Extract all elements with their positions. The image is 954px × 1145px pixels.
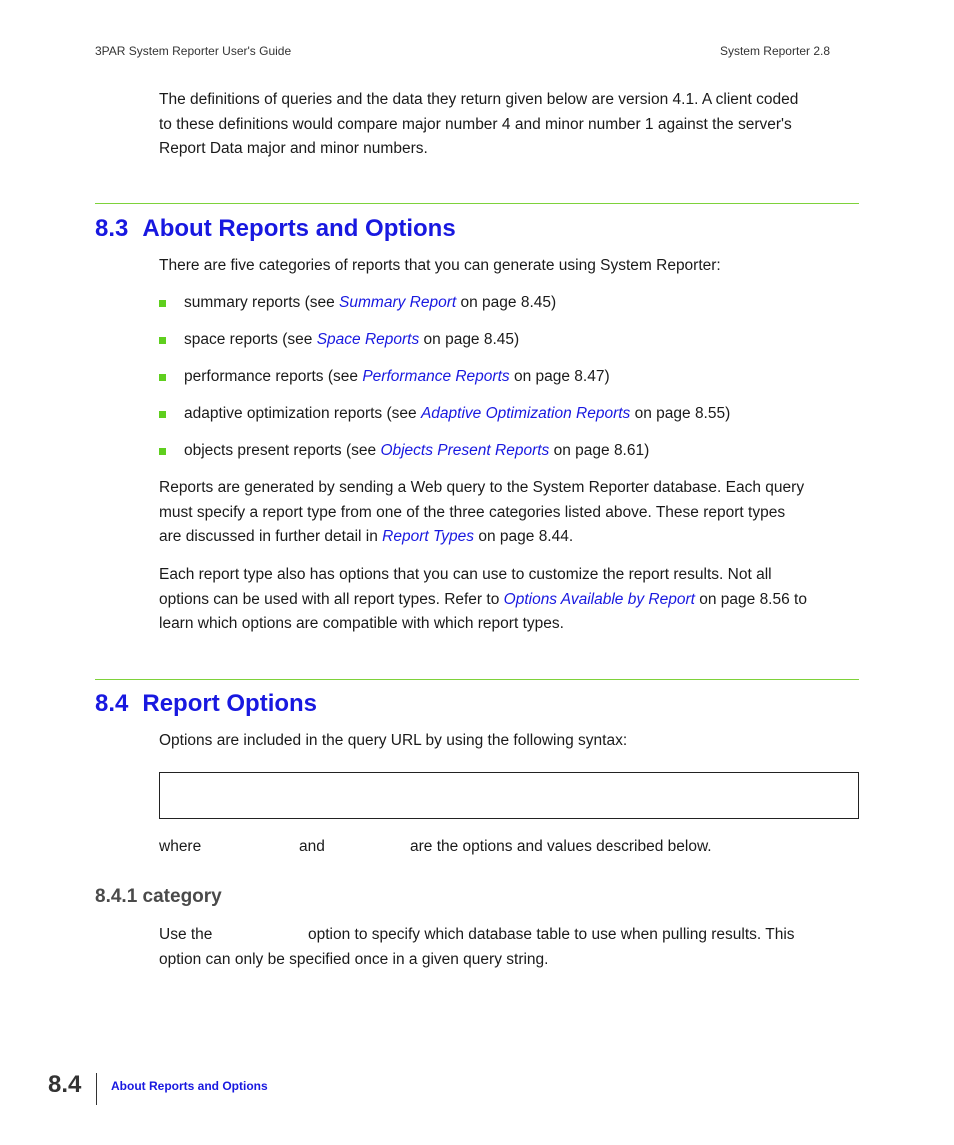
section-heading-8-3 [95,215,456,243]
reports-paragraph [159,476,859,550]
paragraph-line: Reports are generated by sending a Web query to the System Reporter database. Each query [159,479,805,496]
section-title: About Reports and Options [142,215,456,242]
paragraph-text: on page 8.44. [474,528,574,545]
xref-link[interactable]: Performance Reports [362,368,510,385]
intro-paragraph [159,88,859,162]
paragraph-line: must specify a report type from one of the three categories listed above. These report types [159,503,786,521]
intro-line: to these definitions would compare major number 4 and minor number 1 against the server's [159,115,792,133]
list-item-text: on page 8.45) [456,294,557,311]
options-paragraph [159,563,859,637]
running-header-version: System Reporter 2.8 [719,44,830,58]
section-lead: There are five categories of reports that you can generate using System Reporter: [159,257,721,274]
list-item-text: summary reports (see [184,294,340,311]
intro-line: The definitions of queries and the data they return given below are version 4.1. A client coded [159,91,799,108]
xref-link[interactable]: Summary Report [339,294,457,311]
list-item-text: objects present reports (see [184,442,381,459]
list-item-text: on page 8.61) [549,442,650,459]
xref-link[interactable]: Space Reports [316,331,420,348]
paragraph-text: option to specify which database table to use when pulling results. This [308,926,795,943]
paragraph-line [159,588,859,613]
paragraph-text: on page 8.56 to [694,590,807,608]
section-number: 8.3 [95,215,129,242]
list-item-text: on page 8.47) [509,368,610,385]
where-text: where [159,838,202,855]
footer-chapter-link[interactable]: About Reports and Options [111,1079,268,1093]
list-item-text: on page 8.55) [630,405,731,422]
footer-divider [96,1073,97,1105]
paragraph-text: are discussed in further detail in [159,528,383,545]
paragraph-line: Each report type also has options that you can use to customize the report results. Not all [159,566,772,583]
list-item-text: adaptive optimization reports (see [184,405,421,422]
section-title: Report Options [142,690,318,717]
section-heading-8-4 [95,690,317,718]
paragraph-line [159,923,859,948]
paragraph-line: option can only be specified once in a given query string. [159,950,549,968]
category-paragraph [159,923,859,972]
section-divider [95,203,859,204]
where-text: are the options and values described below. [410,838,712,855]
xref-link[interactable]: Objects Present Reports [380,442,550,459]
list-item-text: on page 8.45) [419,331,520,348]
bullet-square-icon [159,411,166,418]
page-number: 8.4 [48,1071,82,1098]
paragraph-text: options can be used with all report types. Refer to [159,590,504,608]
bullet-square-icon [159,337,166,344]
xref-link[interactable]: Report Types [382,528,475,545]
list-item-text: space reports (see [184,331,317,348]
section-divider [95,679,859,680]
running-header-title: 3PAR System Reporter User's Guide [95,44,292,58]
xref-link[interactable]: Options Available by Report [503,590,695,608]
where-text: and [299,838,325,855]
paragraph-line [159,525,859,550]
syntax-code-box [159,772,859,819]
bullet-square-icon [159,448,166,455]
paragraph-text: Use the [159,926,213,943]
bullet-square-icon [159,300,166,307]
paragraph-line: learn which options are compatible with which report types. [159,615,564,632]
intro-line: Report Data major and minor numbers. [159,140,428,157]
section-lead: Options are included in the query URL by using the following syntax: [159,732,628,749]
bullet-square-icon [159,374,166,381]
list-item-text: performance reports (see [184,368,363,385]
section-number: 8.4 [95,690,129,717]
xref-link[interactable]: Adaptive Optimization Reports [420,405,631,422]
subsection-heading-category: 8.4.1 category [95,886,222,907]
